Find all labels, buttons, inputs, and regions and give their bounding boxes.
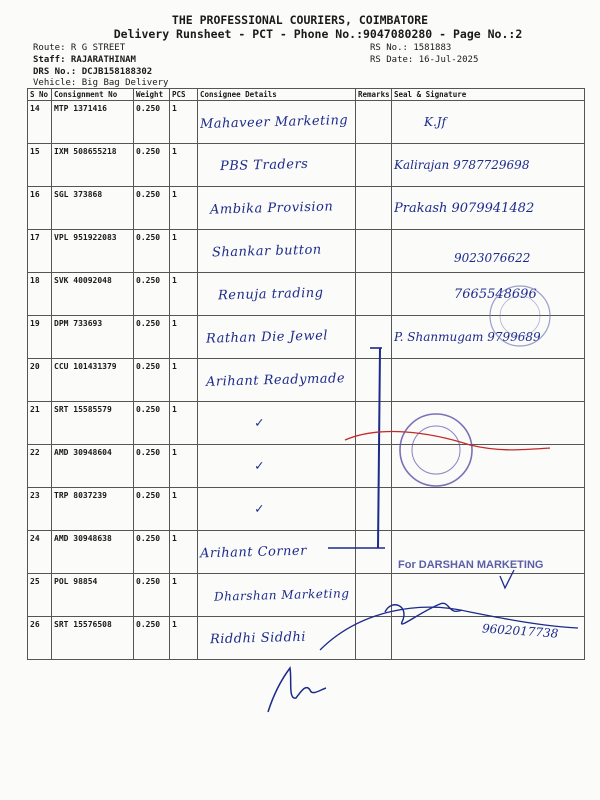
row-consignment-no: TRP 8037239: [52, 488, 134, 531]
row-weight: 0.250: [134, 402, 170, 445]
row-remarks: [356, 531, 392, 574]
col-weight-header: Weight: [134, 89, 170, 101]
row-consignment-no: DPM 733693: [52, 316, 134, 359]
col-consignment-header: Consignment No: [52, 89, 134, 101]
table-row: [28, 359, 585, 402]
table-row: [28, 402, 585, 445]
table-row: [28, 488, 585, 531]
col-consignee-header: Consignee Details: [198, 89, 356, 101]
row-consignee: [198, 445, 356, 488]
handwritten-consignee: Mahaveer Marketing: [199, 112, 349, 132]
table-row: [28, 101, 585, 144]
row-sno: 15: [28, 144, 52, 187]
row-pcs: 1: [170, 101, 198, 144]
col-sno-header: S No: [28, 89, 52, 101]
runsheet-table: [27, 88, 585, 660]
lower-signature-icon: [268, 668, 326, 712]
row-weight: 0.250: [134, 101, 170, 144]
row-signature: [392, 488, 585, 531]
row-remarks: [356, 359, 392, 402]
row-pcs: 1: [170, 617, 198, 660]
row-signature: [392, 187, 585, 230]
row-consignee: [198, 531, 356, 574]
route-label: Route: R G STREET: [33, 43, 126, 53]
row-consignee: [198, 402, 356, 445]
vehicle-label: Vehicle: Big Bag Delivery: [33, 78, 169, 88]
staff-label: Staff: RAJARATHINAM: [33, 55, 136, 65]
table-row: [28, 230, 585, 273]
row-weight: 0.250: [134, 445, 170, 488]
row-sno: 19: [28, 316, 52, 359]
row-remarks: [356, 316, 392, 359]
row-consignee: [198, 230, 356, 273]
row-consignee: [198, 101, 356, 144]
row-pcs: 1: [170, 273, 198, 316]
row-remarks: [356, 230, 392, 273]
row-consignment-no: SVK 40092048: [52, 273, 134, 316]
row-consignment-no: POL 98854: [52, 574, 134, 617]
handwritten-consignee: Rathan Die Jewel: [205, 327, 329, 347]
row-sno: 26: [28, 617, 52, 660]
handwritten-consignee: Shankar button: [211, 242, 322, 260]
table-row: [28, 273, 585, 316]
darshan-marketing-stamp: For DARSHAN MARKETING: [398, 559, 544, 571]
row-consignment-no: MTP 1371416: [52, 101, 134, 144]
row-signature: [392, 230, 585, 273]
col-pcs-header: PCS: [170, 89, 198, 101]
row-remarks: [356, 574, 392, 617]
row-pcs: 1: [170, 531, 198, 574]
bottom-phone-handwritten: 9602017738: [481, 621, 559, 641]
tick-mark-icon: ✓: [255, 501, 264, 517]
handwritten-consignee: Riddhi Siddhi: [209, 629, 307, 647]
handwritten-consignee: Arihant Readymade: [205, 370, 346, 390]
table-row: [28, 574, 585, 617]
row-pcs: 1: [170, 359, 198, 402]
row-consignee: [198, 144, 356, 187]
row-pcs: 1: [170, 144, 198, 187]
row-signature: [392, 359, 585, 402]
row-pcs: 1: [170, 574, 198, 617]
row-pcs: 1: [170, 402, 198, 445]
row-pcs: 1: [170, 445, 198, 488]
row-weight: 0.250: [134, 359, 170, 402]
row-signature: [392, 144, 585, 187]
row-sno: 18: [28, 273, 52, 316]
company-title: THE PROFESSIONAL COURIERS, COIMBATORE: [171, 13, 429, 27]
row-weight: 0.250: [134, 316, 170, 359]
row-consignee: [198, 273, 356, 316]
row-consignment-no: VPL 951922083: [52, 230, 134, 273]
table-row: [28, 187, 585, 230]
tick-mark-icon: ✓: [255, 415, 264, 431]
row-consignment-no: IXM 508655218: [52, 144, 134, 187]
row-remarks: [356, 144, 392, 187]
row-consignee: [198, 316, 356, 359]
row-remarks: [356, 402, 392, 445]
row-sno: 17: [28, 230, 52, 273]
row-remarks: [356, 187, 392, 230]
rs-number: RS No.: 1581883: [370, 43, 452, 53]
row-sno: 25: [28, 574, 52, 617]
row-weight: 0.250: [134, 574, 170, 617]
row-signature: [392, 445, 585, 488]
row-weight: 0.250: [134, 617, 170, 660]
row-weight: 0.250: [134, 230, 170, 273]
row-weight: 0.250: [134, 488, 170, 531]
row-sno: 20: [28, 359, 52, 402]
row-sno: 23: [28, 488, 52, 531]
col-signature-header: Seal & Signature: [392, 89, 585, 101]
row-consignment-no: AMD 30948604: [52, 445, 134, 488]
runsheet-subtitle: Delivery Runsheet - PCT - Phone No.:9047080280 - Page No.:2: [113, 27, 523, 41]
row-pcs: 1: [170, 316, 198, 359]
col-remarks-header: Remarks: [356, 89, 392, 101]
tick-mark-icon: ✓: [255, 458, 264, 474]
row-sno: 14: [28, 101, 52, 144]
row-sno: 21: [28, 402, 52, 445]
handwritten-signature: Kalirajan 9787729698: [394, 158, 530, 172]
rs-date: RS Date: 16-Jul-2025: [370, 55, 479, 65]
row-remarks: [356, 445, 392, 488]
row-signature: [392, 574, 585, 617]
table-row: [28, 445, 585, 488]
handwritten-consignee: Dharshan Marketing: [213, 586, 350, 604]
row-weight: 0.250: [134, 273, 170, 316]
handwritten-signature: P. Shanmugam 9799689: [394, 330, 541, 344]
row-signature: [392, 402, 585, 445]
row-consignee: [198, 617, 356, 660]
row-remarks: [356, 488, 392, 531]
row-signature: [392, 101, 585, 144]
row-consignment-no: SGL 373868: [52, 187, 134, 230]
row-sno: 24: [28, 531, 52, 574]
handwritten-consignee: Arihant Corner: [199, 543, 308, 561]
table-row: [28, 144, 585, 187]
table-header-row: [28, 89, 585, 101]
row-consignment-no: AMD 30948638: [52, 531, 134, 574]
handwritten-signature: 9023076622: [454, 251, 531, 265]
handwritten-signature: K.Jf: [424, 115, 447, 129]
row-signature: [392, 316, 585, 359]
table-row: [28, 316, 585, 359]
handwritten-consignee: Ambika Provision: [209, 198, 334, 218]
handwritten-consignee: PBS Traders: [219, 156, 309, 174]
row-remarks: [356, 101, 392, 144]
handwritten-consignee: Renuja trading: [217, 285, 324, 303]
handwritten-signature: Prakash 9079941482: [394, 200, 535, 216]
row-consignee: [198, 187, 356, 230]
row-sno: 22: [28, 445, 52, 488]
row-remarks: [356, 273, 392, 316]
row-weight: 0.250: [134, 144, 170, 187]
row-sno: 16: [28, 187, 52, 230]
row-weight: 0.250: [134, 187, 170, 230]
row-consignee: [198, 574, 356, 617]
row-consignee: [198, 488, 356, 531]
row-weight: 0.250: [134, 531, 170, 574]
row-signature: [392, 273, 585, 316]
row-consignment-no: CCU 101431379: [52, 359, 134, 402]
row-consignee: [198, 359, 356, 402]
drs-number: DRS No.: DCJB158188302: [33, 67, 153, 77]
row-pcs: 1: [170, 488, 198, 531]
row-pcs: 1: [170, 187, 198, 230]
row-remarks: [356, 617, 392, 660]
row-pcs: 1: [170, 230, 198, 273]
row-consignment-no: SRT 15576508: [52, 617, 134, 660]
handwritten-signature: 7665548696: [454, 286, 537, 302]
row-consignment-no: SRT 15585579: [52, 402, 134, 445]
